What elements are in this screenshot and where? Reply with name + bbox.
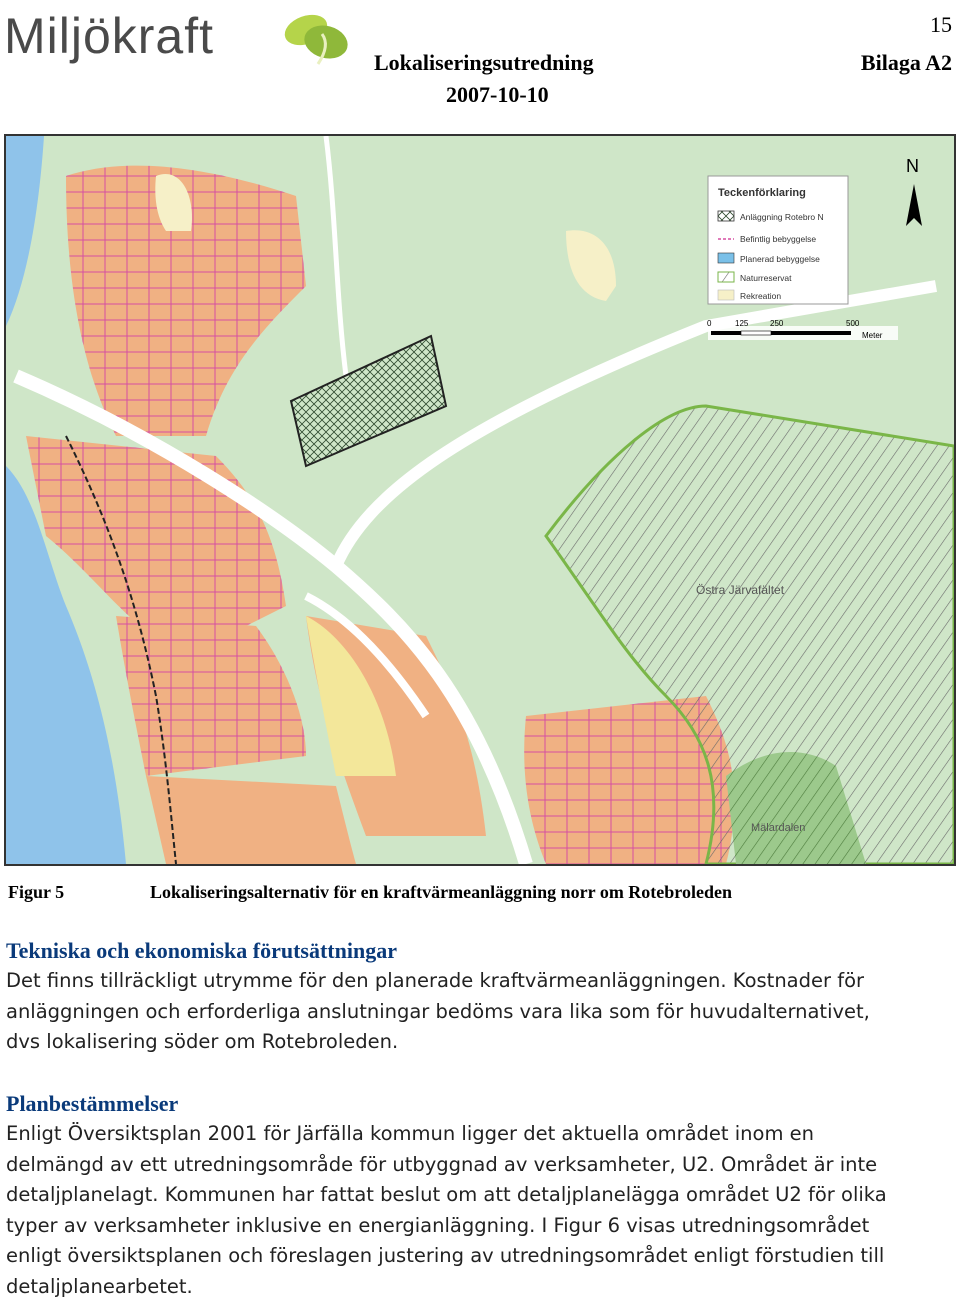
section-line: typer av verksamheter inklusive en energianläggning. I Figur 6 visas utredningsområdet [6,1213,870,1237]
figure-label: Figur 5 [8,882,65,902]
map-legend [708,176,848,304]
legend-item-existing: Befintlig bebyggelse [740,234,817,244]
section-line: enligt översiktsplanen och föreslagen justering av utredningsområdet enligt förstudien till [6,1244,885,1267]
document-title: Lokaliseringsutredning [374,50,594,75]
logo-text: Miljökraft [4,8,215,64]
map-canvas [6,136,954,864]
section-line: delmängd av ett utredningsområde för utbyggnad av verksamheter, U2. Området är inte [6,1152,878,1176]
section-heading: Planbestämmelser [6,1091,179,1116]
section-plan-regulations [6,1089,956,1302]
annex-label: Bilaga A2 [860,50,952,75]
legend-item-planned: Planerad bebyggelse [740,254,820,264]
legend-item-reserve: Naturreservat [740,273,792,283]
scale-unit: Meter [862,331,883,340]
section-line: detaljplanearbetet. [6,1274,193,1298]
scale-bar [707,319,898,340]
page-number: 15 [930,12,952,37]
location-map [4,134,956,866]
scale-tick-500: 500 [846,319,860,328]
north-road [326,136,346,376]
north-label: N [906,156,919,176]
section-line: anläggningen och erforderliga anslutningar bedöms vara lika som för huvudalternativet, [6,999,870,1023]
section-line: Enligt Översiktsplan 2001 för Järfälla kommun ligger det aktuella området inom en [6,1122,815,1145]
scale-tick-125: 125 [735,319,749,328]
section-heading: Tekniska och ekonomiska förutsättningar [6,938,397,963]
place-label-ostra-jarvafaltet: Östra Järvafältet [696,583,785,597]
lake-water-top [6,136,44,326]
document-date: 2007-10-10 [446,82,549,107]
leaf-logo-icon [276,8,356,68]
scale-tick-250: 250 [770,319,784,328]
section-line: Det finns tillräckligt utrymme för den planerade kraftvärmeanläggningen. Kostnader för [6,969,865,992]
facility-rotebro-n [291,336,446,466]
built-area-far-south [146,776,356,864]
section-technical-economic [6,936,956,1058]
section-line: dvs lokalisering söder om Rotebroleden. [6,1030,399,1053]
legend-item-facility: Anläggning Rotebro N [740,212,824,222]
legend-title: Teckenförklaring [718,187,806,199]
section-line: detaljplanelagt. Kommunen har fattat beslut om att detaljplanelägga området U2 för olika [6,1183,887,1206]
recreation-area [566,230,616,301]
north-arrow-icon [906,156,922,226]
built-area-southwest [116,616,306,776]
scale-tick-0: 0 [707,319,712,328]
legend-item-recreation: Rekreation [740,291,782,301]
place-label-malardalen: Mälardalen [751,822,806,834]
figure-caption: Lokaliseringsalternativ för en kraftvärmeanläggning norr om Rotebroleden [150,882,732,902]
miljokraft-logo [4,6,364,70]
